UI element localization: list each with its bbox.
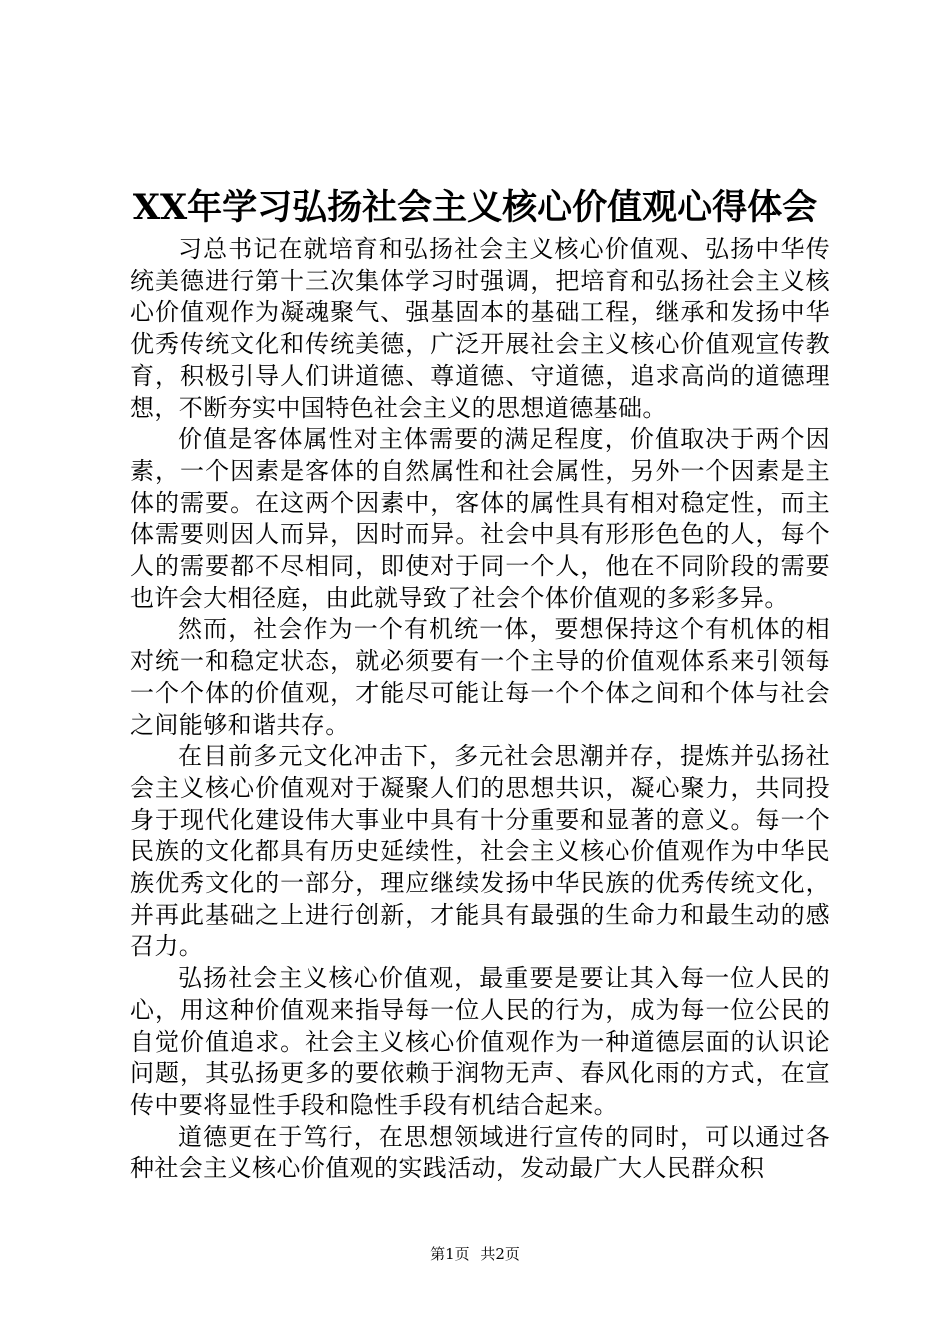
body-paragraph: 弘扬社会主义核心价值观，最重要是要让其入每一位人民的心，用这种价值观来指导每一位人民的行为，成为每一位公民的自觉价值追求。社会主义核心价值观作为一种道德层面的认识论问题，其弘扬更多的要依赖于润物无声、春风化雨的方式，在宣传中要将显性手段和隐性手段有机结合起来。 (130, 964, 830, 1119)
document-title: XX年学习弘扬社会主义核心价值观心得体会 (132, 187, 818, 228)
body-paragraph: 习总书记在就培育和弘扬社会主义核心价值观、弘扬中华传统美德进行第十三次集体学习时强调，把培育和弘扬社会主义核心价值观作为凝魂聚气、强基固本的基础工程，继承和发扬中华优秀传统文化和传统美德，广泛开展社会主义核心价值观宣传教育，积极引导人们讲道德、尊道德、守道德，追求高尚的道德理想，不断夯实中国特色社会主义的思想道德基础。 (130, 235, 830, 422)
body-paragraph: 道德更在于笃行，在思想领域进行宣传的同时，可以通过各种社会主义核心价值观的实践活动，发动最广大人民群众积 (130, 1122, 830, 1183)
page-number: 第1页 (430, 1245, 470, 1263)
page-footer (0, 1244, 950, 1264)
body-paragraph: 然而，社会作为一个有机统一体，要想保持这个有机体的相对统一和稳定状态，就必须要有一个主导的价值观体系来引领每一个个体的价值观，才能尽可能让每一个个体之间和个体与社会之间能够和谐共存。 (130, 615, 830, 739)
document-body (130, 234, 830, 1185)
page-total: 共2页 (480, 1245, 520, 1263)
body-paragraph: 在目前多元文化冲击下，多元社会思潮并存，提炼并弘扬社会主义核心价值观对于凝聚人们的思想共识，凝心聚力，共同投身于现代化建设伟大事业中具有十分重要和显著的意义。每一个民族的文化都具有历史延续性，社会主义核心价值观作为中华民族优秀文化的一部分，理应继续发扬中华民族的优秀传统文化，并再此基础之上进行创新，才能具有最强的生命力和最生动的感召力。 (130, 742, 830, 961)
body-paragraph: 价值是客体属性对主体需要的满足程度，价值取决于两个因素，一个因素是客体的自然属性和社会属性，另外一个因素是主体的需要。在这两个因素中，客体的属性具有相对稳定性，而主体需要则因人而异，因时而异。社会中具有形形色色的人，每个人的需要都不尽相同，即使对于同一个人，他在不同阶段的需要也许会大相径庭，由此就导致了社会个体价值观的多彩多异。 (130, 425, 830, 612)
